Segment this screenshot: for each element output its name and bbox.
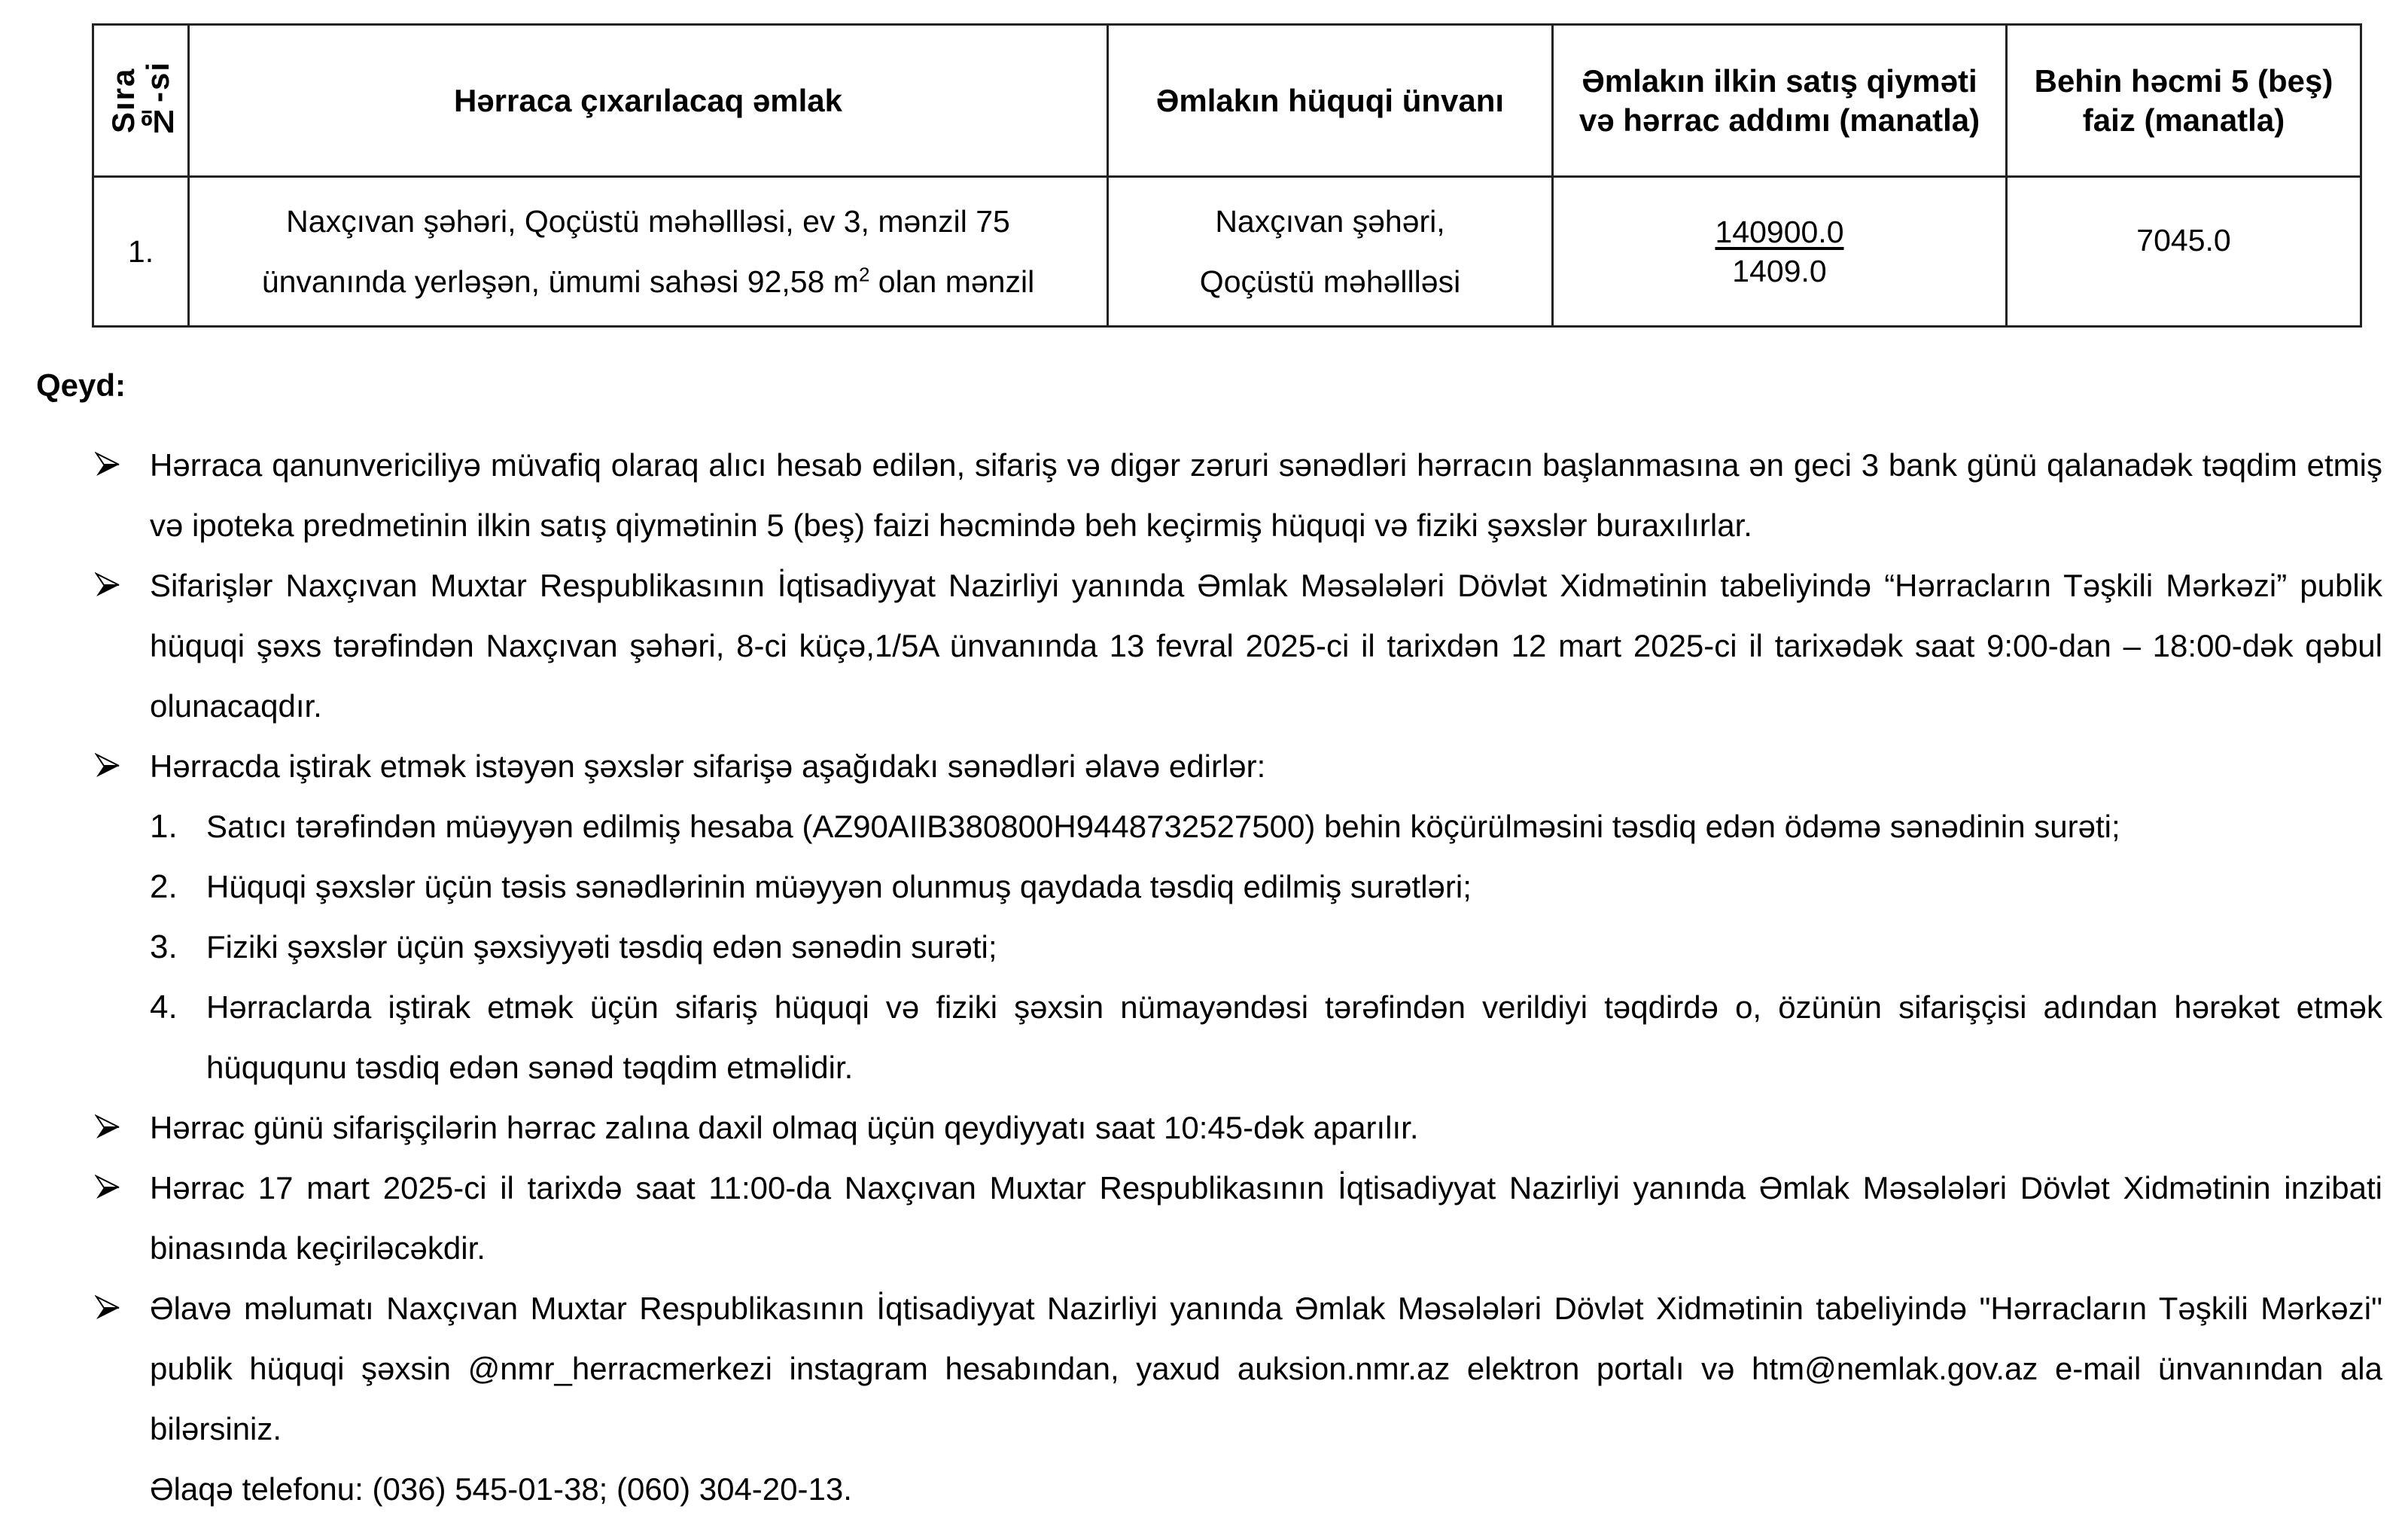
document-text: Fiziki şəxslər üçün şəxsiyyəti təsdiq edən sənədin surəti; — [206, 929, 997, 965]
note-item — [92, 736, 2382, 797]
arrowhead-bullet-icon — [92, 556, 122, 616]
note-text: Əlavə məlumatı Naxçıvan Muxtar Respublikasının İqtisadiyyat Nazirliyi yanında Əmlak Məsələləri Dövlət Xidmətinin tabeliyində "Hərracların Təşkili Mərkəzi" publik hüquqi şəxsin @nmr_herracmerkezi instagram hesabından, yaxud auksion.nmr.az elektron portalı və htm@nemlak.gov.az e-mail ünvanından ala bilərsiniz. — [150, 1291, 2382, 1446]
notes-list — [92, 435, 2382, 1519]
header-row-number — [93, 25, 189, 177]
document-text: Hüquqi şəxslər üçün təsis sənədlərinin müəyyən olunmuş qaydada təsdiq edilmiş surətləri; — [206, 869, 1472, 904]
document-text: Satıcı tərəfindən müəyyən edilmiş hesaba (AZ90AIIB380800H9448732527500) behin köçürülməsini təsdiq edən ödəmə sənədinin surəti; — [206, 809, 2120, 844]
header-deposit: Behin həcmi 5 (beş) faiz (manatla) — [2007, 25, 2361, 177]
header-num-line2: №-si — [140, 61, 175, 140]
address-line-2: Qoçüstü məhəllləsi — [1199, 264, 1461, 299]
initial-price: 140900.0 — [1715, 215, 1844, 249]
note-text: Hərrac 17 mart 2025-ci il tarixdə saat 11:00-da Naxçıvan Muxtar Respublikasının İqtisadiyyat Nazirliyi yanında Əmlak Məsələləri Dövlət Xidmətinin inzibati binasında keçiriləcəkdir. — [150, 1170, 2382, 1266]
header-address: Əmlakın hüquqi ünvanı — [1108, 25, 1553, 177]
note-text: Sifarişlər Naxçıvan Muxtar Respublikasının İqtisadiyyat Nazirliyi yanında Əmlak Məsələləri Dövlət Xidmətinin tabeliyində “Hərracların Təşkili Mərkəzi” publik hüquqi şəxs tərəfindən Naxçıvan şəhəri, 8-ci küçə,1/5A ünvanında 13 fevral 2025-ci il tarixdən 12 mart 2025-ci il tarixədək saat 9:00-dan – 18:00-dək qəbul olunacaqdır. — [150, 568, 2382, 724]
auction-step: 1409.0 — [1732, 254, 1827, 288]
arrowhead-bullet-icon — [92, 1158, 122, 1218]
auction-lots-table — [92, 23, 2362, 328]
note-item — [92, 1158, 2382, 1279]
note-text: Hərraca qanunvericiliyə müvafiq olaraq alıcı hesab edilən, sifariş və digər zəruri sənədləri hərracın başlanmasına ən geci 3 bank günü qalanadək təqdim etmiş və ipoteka predmetinin ilkin satış qiymətinin 5 (beş) faizi həcmində beh keçirmiş hüquqi və fiziki şəxslər buraxılırlar. — [150, 447, 2382, 543]
deposit-cell — [2007, 177, 2361, 327]
document-number: 3. — [150, 928, 178, 965]
header-property: Hərraca çıxarılacaq əmlak — [189, 25, 1108, 177]
contact-phone: Əlaqə telefonu: (036) 545-01-38; (060) 304-20-13. — [150, 1471, 852, 1507]
document-item — [150, 857, 2382, 917]
property-address — [1108, 177, 1553, 327]
note-item — [92, 435, 2382, 556]
property-line-2-text: ünvanında yerləşən, ümumi sahəsi 92,58 m — [261, 264, 859, 299]
note-text: Hərrac günü sifarişçilərin hərrac zalına daxil olmaq üçün qeydiyyatı saat 10:45-dək aparılır. — [150, 1110, 1419, 1145]
note-item — [92, 556, 2382, 736]
document-number: 2. — [150, 868, 178, 905]
document-item — [150, 977, 2382, 1098]
property-description — [189, 177, 1108, 327]
arrowhead-bullet-icon — [92, 1098, 122, 1158]
document-number: 1. — [150, 808, 178, 845]
address-line-1: Naxçıvan şəhəri, — [1215, 204, 1445, 239]
header-num-line1: Sıra — [105, 67, 141, 134]
arrowhead-bullet-icon — [92, 435, 122, 495]
note-item — [92, 1279, 2382, 1459]
notes-title: Qeyd: — [36, 367, 126, 403]
table-row — [93, 177, 2361, 327]
note-text: Hərracda iştirak etmək istəyən şəxslər sifarişə aşağıdakı sənədləri əlavə edirlər: — [150, 748, 1266, 784]
arrowhead-bullet-icon — [92, 1279, 122, 1339]
required-documents-list — [92, 797, 2382, 1098]
document-item — [150, 917, 2382, 977]
table-header-row — [93, 25, 2361, 177]
header-price: Əmlakın ilkin satış qiyməti və hərrac addımı (manatla) — [1553, 25, 2007, 177]
property-line-2 — [262, 264, 1034, 299]
document-item — [150, 797, 2382, 857]
price-and-step — [1553, 177, 2007, 327]
row-number: 1. — [93, 177, 189, 327]
document-number: 4. — [150, 989, 178, 1026]
note-item — [92, 1098, 2382, 1158]
document-text: Hərraclarda iştirak etmək üçün sifariş hüquqi və fiziki şəxsin nümayəndəsi tərəfindən verildiyi təqdirdə o, özünün sifarişçisi adından hərəkət etmək hüququnu təsdiq edən sənəd təqdim etməlidir. — [206, 989, 2382, 1085]
deposit-amount: 7045.0 — [2136, 223, 2231, 258]
superscript-2: 2 — [858, 263, 870, 286]
arrowhead-bullet-icon — [92, 736, 122, 797]
property-line-2-end: olan mənzil — [869, 264, 1035, 299]
property-line-1: Naxçıvan şəhəri, Qoçüstü məhəllləsi, ev 3, mənzil 75 — [286, 204, 1010, 239]
